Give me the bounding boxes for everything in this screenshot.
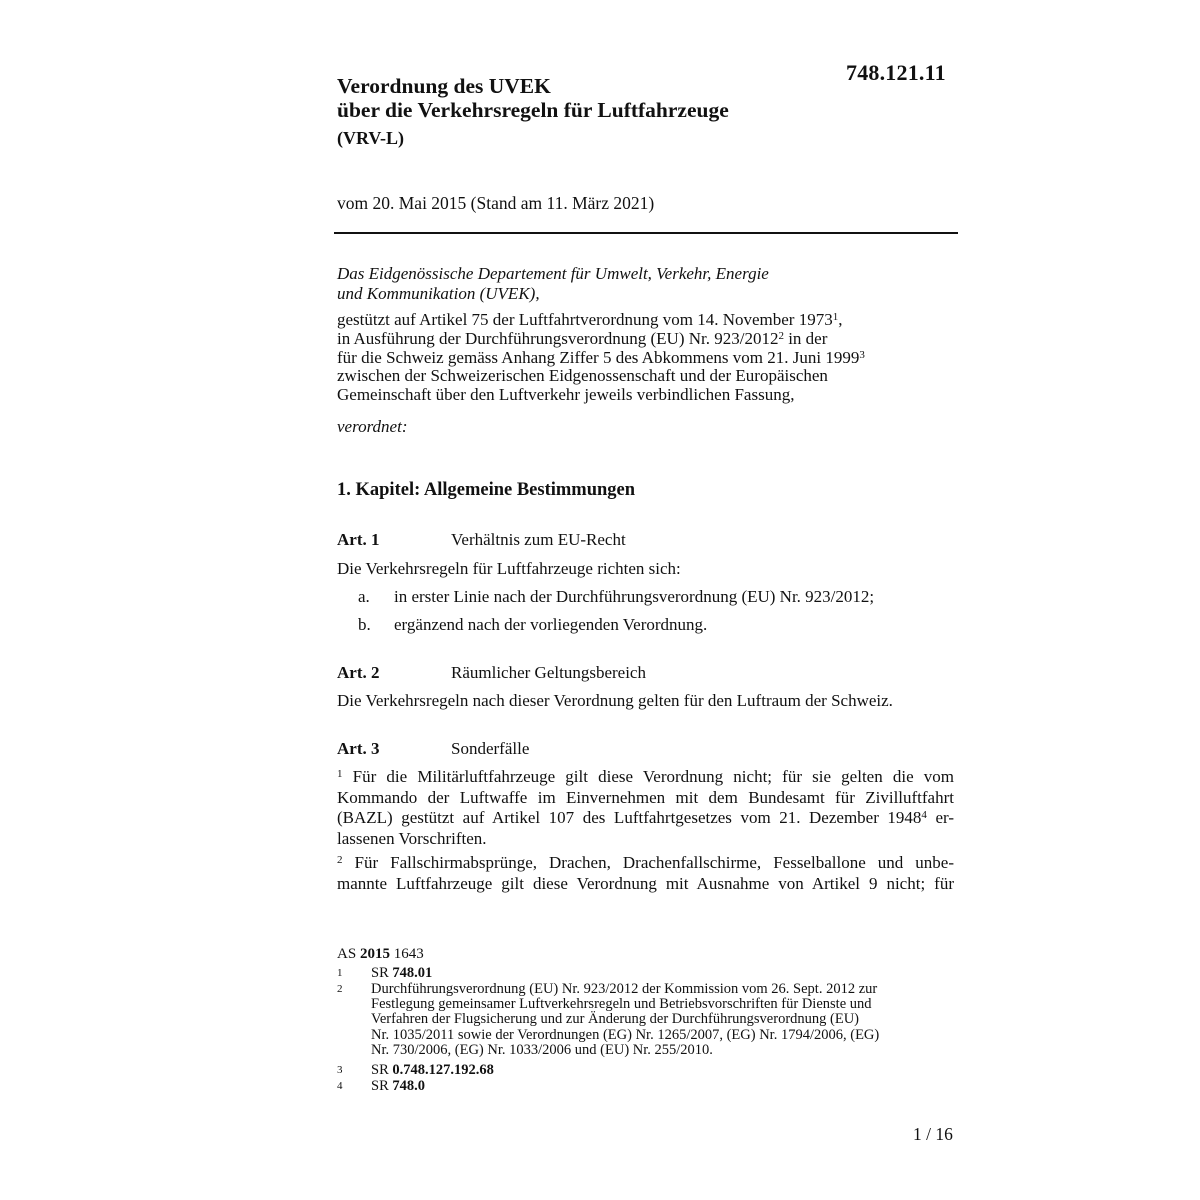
preamble-authority-line: Das Eidgenössische Departement für Umwelt, Verkehr, Energie bbox=[337, 264, 769, 283]
header-divider bbox=[334, 232, 958, 234]
preamble-basis-line: gestützt auf Artikel 75 der Luftfahrtverordnung vom 14. November 1973$^1$, bbox=[337, 310, 843, 329]
title-abbreviation: (VRV-L) bbox=[337, 128, 405, 148]
sr-number: 748.121.11 bbox=[846, 60, 946, 85]
list-item-text: in erster Linie nach der Durchführungsverordnung (EU) Nr. 923/2012; bbox=[394, 587, 875, 606]
footnote-text: Durchführungsverordnung (EU) Nr. 923/2012 der Kommission vom 26. Sept. 2012 zur Festlegung gemeinsamer Luftverkehrsregeln und Betriebsvorschriften für Dienste und Verfahren der Flugsicherung und zur Änderung der Durchführungsverordnung (EU) Nr. 1035/2011 sowie der Verordnungen (EG) Nr. 1265/2007, (EG) Nr. 1794/2006, (EG) Nr. 730/2006, (EG) Nr. 1033/2006 und (EU) Nr. 255/2010. bbox=[371, 981, 880, 1058]
list-item-text: ergänzend nach der vorliegenden Verordnung. bbox=[394, 615, 708, 634]
footnote-number: 1 bbox=[337, 967, 343, 979]
article-text: Die Verkehrsregeln nach dieser Verordnung gelten für den Luftraum der Schweiz. bbox=[337, 691, 893, 710]
list-marker: a. bbox=[358, 587, 370, 606]
footnote-ref[interactable]: 3 bbox=[859, 348, 865, 361]
page-number: 1 / 16 bbox=[913, 1124, 953, 1144]
preamble-basis-line: zwischen der Schweizerischen Eidgenossenschaft und der Europäischen bbox=[337, 366, 828, 386]
paragraph-number: 2 bbox=[337, 854, 343, 866]
preamble-basis-line: für die Schweiz gemäss Anhang Ziffer 5 des Abkommens vom 21. Juni 1999$^3$ bbox=[337, 347, 865, 367]
paragraph-line: $^1$ Für die Militärluftfahrzeuge gilt diese Verordnung nicht; für sie gelten die vom bbox=[337, 767, 955, 786]
footnote-text: SR 0.748.127.192.68 bbox=[371, 1062, 494, 1078]
title-line-2: über die Verkehrsregeln für Luftfahrzeuge bbox=[337, 98, 729, 122]
preamble-authority bbox=[337, 264, 857, 304]
paragraph-line: mannte Luftfahrzeuge gilt diese Verordnung mit Ausnahme von Artikel 9 nicht; für bbox=[337, 873, 954, 893]
article-number: Art. 3 bbox=[337, 739, 380, 758]
article-title: Räumlicher Geltungsbereich bbox=[451, 663, 646, 682]
article-paragraph bbox=[337, 853, 954, 894]
article-text: Die Verkehrsregeln für Luftfahrzeuge richten sich: bbox=[337, 559, 681, 578]
footnote-number: 2 bbox=[337, 983, 343, 995]
chapter-title: 1. Kapitel: Allgemeine Bestimmungen bbox=[337, 480, 636, 500]
article-number: Art. 2 bbox=[337, 663, 380, 682]
official-collection-ref: AS 2015 1643 bbox=[337, 946, 424, 962]
footnote-text: SR 748.01 bbox=[371, 965, 433, 981]
footnote-number: 3 bbox=[337, 1064, 343, 1076]
article-title: Verhältnis zum EU-Recht bbox=[451, 530, 626, 549]
article-number: Art. 1 bbox=[337, 530, 380, 549]
footnote-text: SR 748.0 bbox=[371, 1078, 425, 1094]
preamble-basis-line: Gemeinschaft über den Luftverkehr jeweils verbindlichen Fassung, bbox=[337, 385, 795, 405]
paragraph-line: Kommando der Luftwaffe im Einvernehmen mit dem Bundesamt für Zivilluftfahrt bbox=[337, 787, 954, 807]
paragraph-line: $^2$ Für Fallschirmabsprünge, Drachen, Drachenfallschirme, Fesselballone und unbe- bbox=[337, 853, 954, 872]
footnote-number: 4 bbox=[337, 1080, 343, 1092]
preamble-authority-line: und Kommunikation (UVEK), bbox=[337, 284, 540, 303]
article-paragraph bbox=[337, 767, 954, 849]
preamble-basis bbox=[337, 311, 937, 405]
date-line: vom 20. Mai 2015 (Stand am 11. März 2021) bbox=[337, 193, 655, 213]
article-title: Sonderfälle bbox=[451, 739, 530, 758]
title-line-1: Verordnung des UVEK bbox=[337, 74, 551, 98]
paragraph-line: (BAZL) gestützt auf Artikel 107 des Luftfahrtgesetzes vom 21. Dezember 1948$^4$ er- bbox=[337, 808, 954, 827]
preamble-basis-line: in Ausführung der Durchführungsverordnung (EU) Nr. 923/2012$^2$ in der bbox=[337, 328, 828, 348]
footnote-ref[interactable]: 4 bbox=[921, 809, 927, 821]
footnote-ref[interactable]: 2 bbox=[778, 329, 784, 342]
paragraph-number: 1 bbox=[337, 768, 343, 780]
list-marker: b. bbox=[358, 615, 371, 634]
paragraph-line: lassenen Vorschriften. bbox=[337, 828, 487, 848]
verordnet: verordnet: bbox=[337, 417, 408, 436]
footnote-ref[interactable]: 1 bbox=[832, 311, 839, 323]
